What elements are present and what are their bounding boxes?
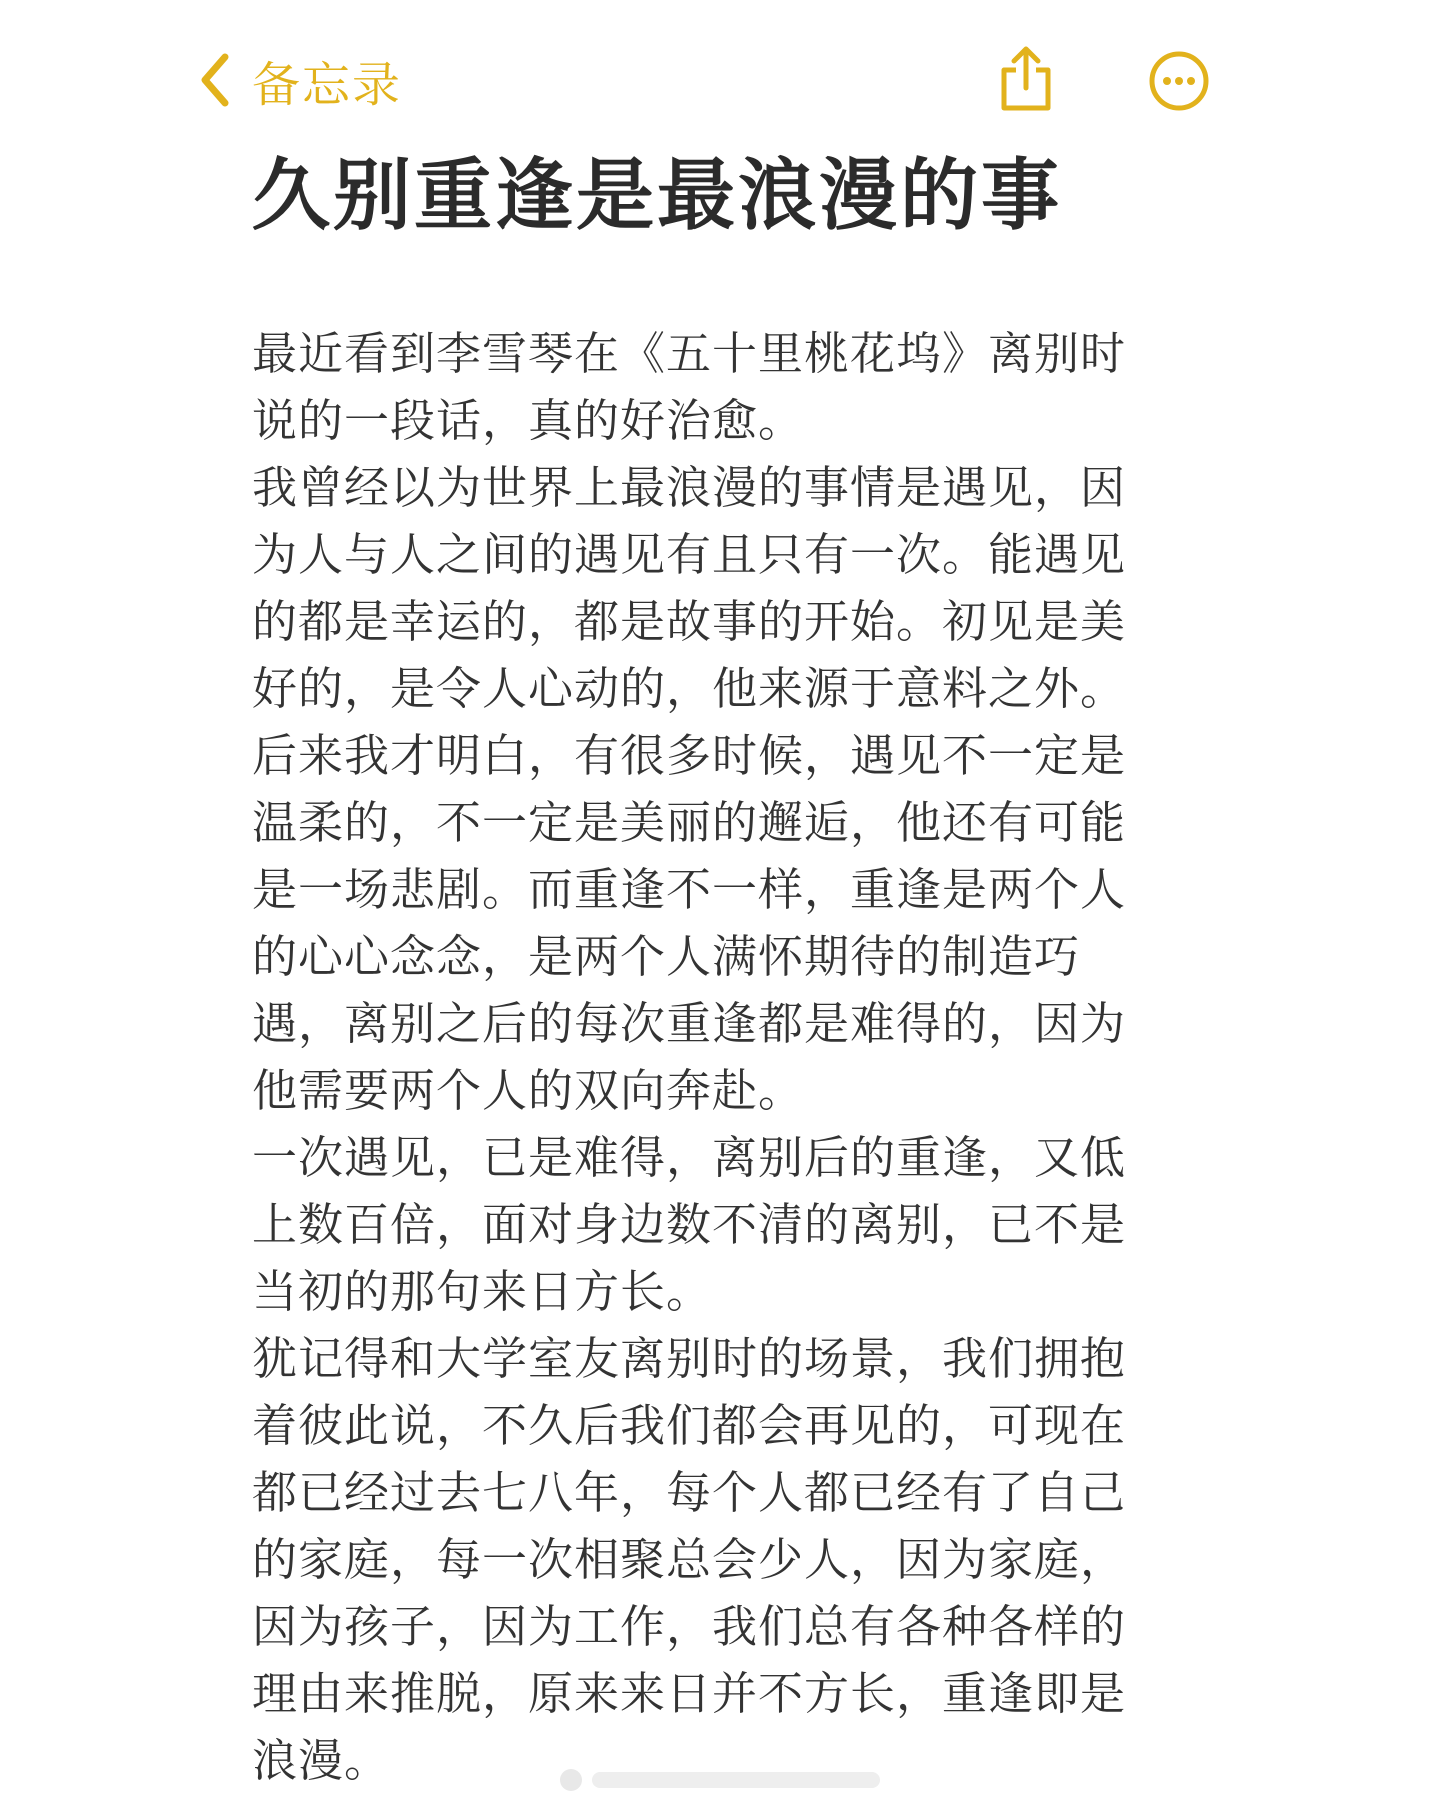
note-line: 我曾经以为世界上最浪漫的事情是遇见，因 [252,461,1127,514]
note-line: 是一场悲剧。而重逢不一样，重逢是两个人 [252,863,1127,916]
note-line: 温柔的，不一定是美丽的邂逅，他还有可能 [252,796,1127,849]
note-title: 久别重逢是最浪漫的事 [252,151,1063,241]
more-options-icon[interactable] [1148,50,1210,112]
watermark-bar [560,1768,880,1792]
note-line: 理由来推脱，原来来日并不方长，重逢即是 [252,1667,1127,1720]
note-line: 他需要两个人的双向奔赴。 [252,1064,805,1117]
note-line: 当初的那句来日方长。 [252,1265,713,1318]
note-line: 为人与人之间的遇见有且只有一次。能遇见 [252,528,1127,581]
note-line: 浪漫。 [252,1734,391,1787]
note-line: 的家庭，每一次相聚总会少人，因为家庭， [252,1533,1127,1586]
share-icon[interactable] [996,44,1056,114]
note-line: 的心心念念，是两个人满怀期待的制造巧 [252,930,1081,983]
note-line: 着彼此说，不久后我们都会再见的，可现在 [252,1399,1127,1452]
back-button[interactable] [200,48,402,112]
navigation-bar [0,0,1440,160]
note-line: 犹记得和大学室友离别时的场景，我们拥抱 [252,1332,1127,1385]
note-line: 最近看到李雪琴在《五十里桃花坞》离别时 [252,327,1127,380]
note-line: 说的一段话，真的好治愈。 [252,394,805,447]
back-label: 备忘录 [252,56,403,113]
note-line: 一次遇见，已是难得，离别后的重逢，又低 [252,1131,1127,1184]
note-line: 好的，是令人心动的，他来源于意料之外。 [252,662,1127,715]
note-line: 遇，离别之后的每次重逢都是难得的，因为 [252,997,1127,1050]
note-line: 上数百倍，面对身边数不清的离别，已不是 [252,1198,1127,1251]
watermark-dot [560,1769,582,1791]
note-line: 因为孩子，因为工作，我们总有各种各样的 [252,1600,1127,1653]
note-line: 都已经过去七八年，每个人都已经有了自己 [252,1466,1127,1519]
chevron-left-icon [200,53,230,107]
note-line: 后来我才明白，有很多时候，遇见不一定是 [252,729,1127,782]
note-line: 的都是幸运的，都是故事的开始。初见是美 [252,595,1127,648]
note-body[interactable] [252,320,1172,1794]
watermark-strip [592,1772,880,1788]
